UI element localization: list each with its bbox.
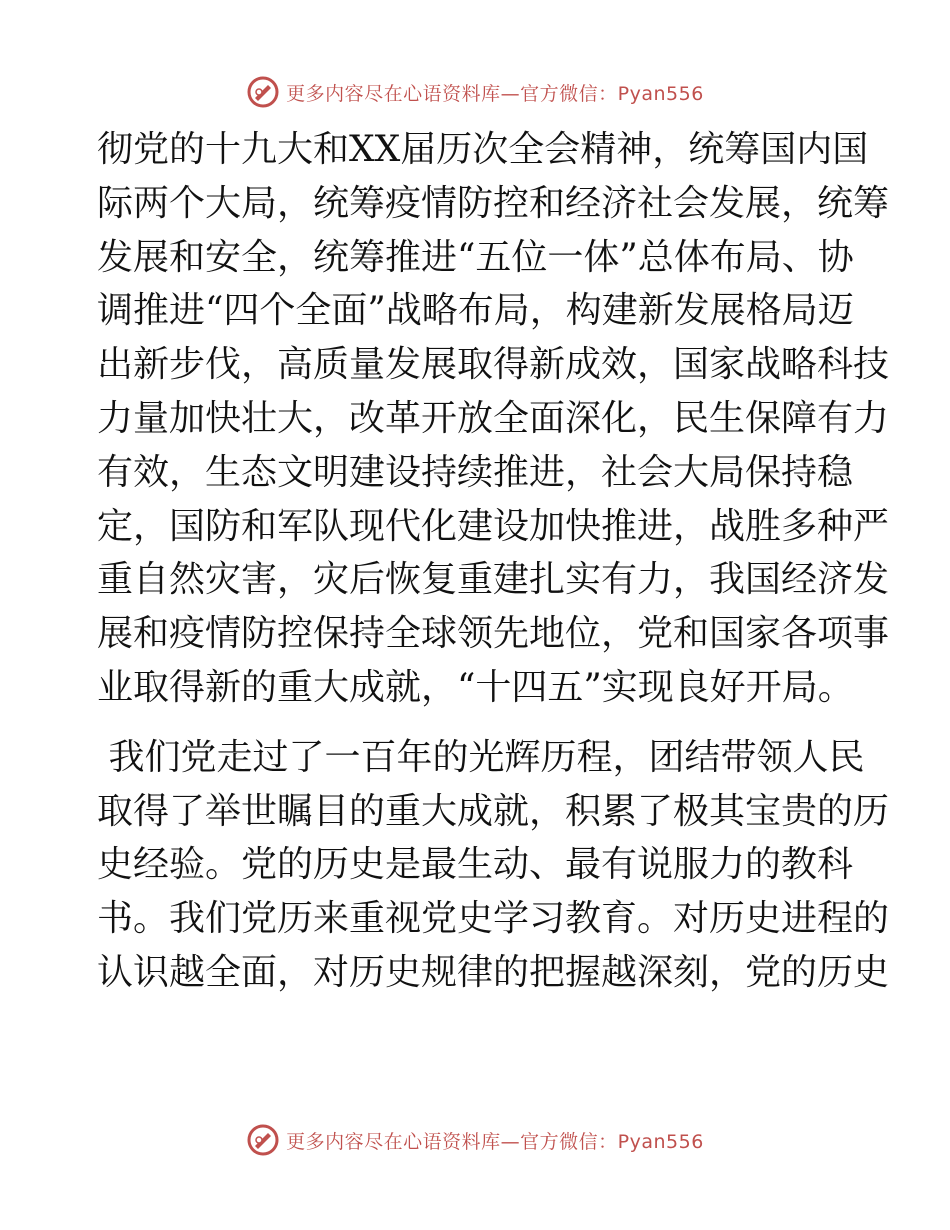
paragraph [97,731,890,1000]
text-line: 书。我们党历来重视党史学习教育。对历史进程的 [97,898,890,940]
brand-logo-icon [246,1123,280,1157]
page-header-banner [0,72,950,112]
page-footer-banner [0,1120,950,1160]
text-line: 展和疫情防控保持全球领先地位，党和国家各项事 [97,613,890,655]
text-line: 出新步伐，高质量发展取得新成效，国家战略科技 [97,344,890,386]
document-body [97,123,890,1000]
text-line: 有效，生态文明建设持续推进，社会大局保持稳 [97,451,854,493]
text-line: 史经验。党的历史是最生动、最有说服力的教科 [97,844,854,886]
brand-logo-icon [246,75,280,109]
text-line: 力量加快壮大，改革开放全面深化，民生保障有力 [97,397,890,439]
paragraph [97,123,890,715]
text-line: 发展和安全，统筹推进“五位一体”总体布局、协 [97,236,854,278]
text-line: 取得了举世瞩目的重大成就，积累了极其宝贵的历 [97,790,890,832]
footer-text: 更多内容尽在心语资料库—官方微信：Pyan556 [286,1130,704,1153]
text-line: 彻党的十九大和XX届历次全会精神，统筹国内国 [97,129,869,170]
text-line: 定，国防和军队现代化建设加快推进，战胜多种严 [97,505,890,547]
header-text: 更多内容尽在心语资料库—官方微信：Pyan556 [286,82,704,105]
text-line: 业取得新的重大成就，“十四五”实现良好开局。 [97,666,854,708]
text-line: 重自然灾害，灾后恢复重建扎实有力，我国经济发 [97,559,890,601]
text-line: 调推进“四个全面”战略布局，构建新发展格局迈 [97,290,854,332]
paragraph-spacer [97,715,853,731]
text-line: 认识越全面，对历史规律的把握越深刻，党的历史 [97,951,890,993]
text-line: 际两个大局，统筹疫情防控和经济社会发展，统筹 [97,182,890,224]
text-line: 我们党走过了一百年的光辉历程，团结带领人民 [97,736,865,778]
